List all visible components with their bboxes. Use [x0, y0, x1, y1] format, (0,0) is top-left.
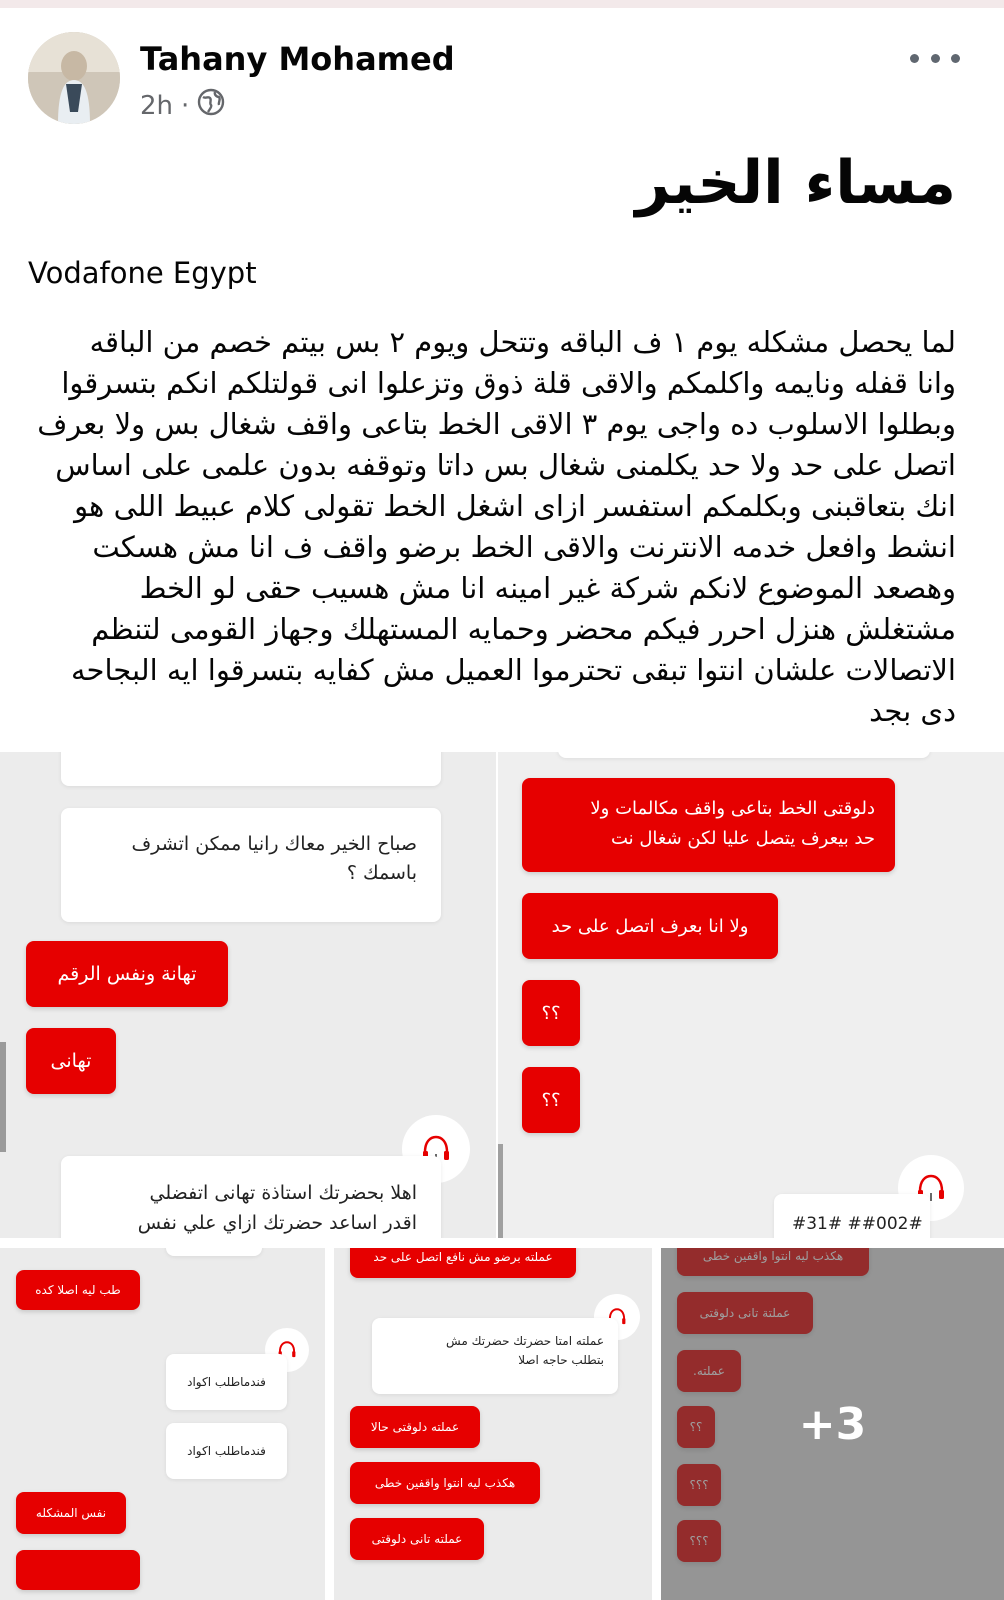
photo-3[interactable] — [0, 1248, 325, 1600]
user-message — [522, 1067, 580, 1133]
agent-message — [372, 1318, 618, 1394]
user-message — [350, 1248, 576, 1278]
photo-4[interactable] — [334, 1248, 652, 1600]
agent-message-text: فندماطلب اكواد — [187, 1444, 266, 1458]
meta-separator: · — [181, 90, 190, 121]
body-line: وبطلوا الاسلوب ده واجى يوم ٣ الاقى الخط بتاعى واقف شغال بس ولا بعرف — [37, 407, 956, 441]
user-message-line: دلوقتى الخط بتاعى واقف مكالمات ولا — [590, 798, 875, 819]
user-message-text: ولا انا بعرف اتصل على حد — [551, 915, 749, 937]
agent-message-line: عملته امتا حضرتك حضرتك مش — [446, 1334, 604, 1348]
agent-message-text: فندماطلب اكواد — [187, 1375, 266, 1389]
user-message-text: تهانى — [50, 1050, 92, 1072]
body-line: وهصعد الموضوع لانكم شركة غير امينه انا مش هسيب حقى لو الخط — [139, 571, 956, 605]
user-message — [26, 941, 228, 1007]
agent-message-line: باسمك ؟ — [346, 862, 417, 884]
body-line: انك بتعاقبنى وبكلمكم استفسر ازاى اشغل الخط تقولى كلام عبيط اللى هو — [74, 489, 956, 523]
agent-message-line: اقدر اساعد حضرتك ازاي علي نفس — [137, 1212, 417, 1234]
body-line: دى بجد — [869, 694, 956, 728]
user-message-line: حد بيعرف يتصل عليا لكن شغال نت — [610, 828, 875, 849]
user-message-text: ؟؟ — [541, 1089, 561, 1111]
tagged-brand[interactable]: Vodafone Egypt — [28, 256, 257, 290]
photo-5[interactable] — [661, 1248, 1004, 1600]
author-avatar[interactable] — [28, 32, 120, 124]
body-line: مشتغلش هنزل احرر فيكم محضر وحمايه المستهلك وجهاز القومى لتنظم — [91, 612, 956, 646]
body-line: انشط وافعل خدمه الانترنت والاقى الخط برضو واقف ف انا مش هسكت — [92, 530, 956, 564]
scrollbar[interactable] — [498, 1144, 503, 1238]
agent-message — [61, 808, 441, 922]
user-message-text: هكذب ليه انتوا واقفين خطى — [374, 1476, 516, 1490]
reference-code: #31# ##002# — [792, 1214, 923, 1234]
white-bubble-partial — [166, 1248, 262, 1256]
top-strip — [0, 0, 1004, 8]
user-message-text: نفس المشكله — [35, 1506, 107, 1520]
post-body — [37, 322, 956, 732]
body-line: اتصل على حد ولا حد يكلمنى شغال بس داتا وتوقفه بدون علمى على اساس — [55, 448, 956, 482]
agent-message — [166, 1354, 287, 1410]
reference-code-bubble — [774, 1194, 930, 1238]
user-message-text: عملته تانى دلوقتى — [371, 1532, 463, 1546]
user-message — [350, 1518, 484, 1560]
post-meta — [140, 88, 225, 123]
white-bubble-partial — [61, 752, 441, 786]
user-message-text: عملته برضو مش نافع اتصل على حد — [373, 1250, 553, 1264]
user-message — [26, 1028, 116, 1094]
user-message-text: طب ليه اصلا كده — [35, 1283, 121, 1297]
user-message — [350, 1462, 540, 1504]
body-line: الاتصالات علشان انتوا تبقى تحترموا العميل مش كفايه بتسرقوا ايه البجاحه — [70, 653, 956, 687]
user-message — [350, 1406, 480, 1448]
user-message — [16, 1270, 140, 1310]
user-message — [522, 778, 895, 872]
post-greeting: مساء الخير — [635, 148, 956, 218]
agent-message-line: بتطلب حاجه اصلا — [518, 1353, 604, 1367]
agent-message — [166, 1423, 287, 1479]
more-options-icon[interactable] — [910, 44, 960, 72]
user-message-text: عملته دلوقتى حالا — [370, 1420, 460, 1434]
agent-message-line: اهلا بحضرتك استاذة تهانى اتفضلي — [149, 1182, 417, 1204]
more-photos-count[interactable]: +3 — [798, 1398, 867, 1450]
photo-2[interactable] — [498, 752, 1004, 1238]
agent-message — [61, 1156, 441, 1238]
user-message-text: تهانة ونفس الرقم — [57, 963, 197, 985]
body-line: لما يحصل مشكله يوم ١ ف الباقه وتتحل ويوم ٢ بس بيتم خصم من الباقه — [89, 325, 956, 359]
user-message-partial — [16, 1550, 140, 1590]
photo-1[interactable] — [0, 752, 496, 1238]
body-line: وانا قفله ونايمه واكلمكم والاقى قلة ذوق وتزعلوا انى قولتلكم انكم بتسرقوا — [61, 366, 956, 400]
globe-icon[interactable] — [197, 88, 225, 123]
post-time[interactable]: 2h — [140, 90, 174, 121]
user-message — [522, 980, 580, 1046]
user-message — [522, 893, 778, 959]
agent-message-line: صباح الخير معاك رانيا ممكن اتشرف — [131, 833, 417, 855]
user-message — [16, 1492, 126, 1534]
scrollbar[interactable] — [0, 1042, 6, 1152]
author-name[interactable]: Tahany Mohamed — [140, 40, 455, 78]
white-bubble-partial — [558, 752, 930, 758]
user-message-text: ؟؟ — [541, 1002, 561, 1024]
